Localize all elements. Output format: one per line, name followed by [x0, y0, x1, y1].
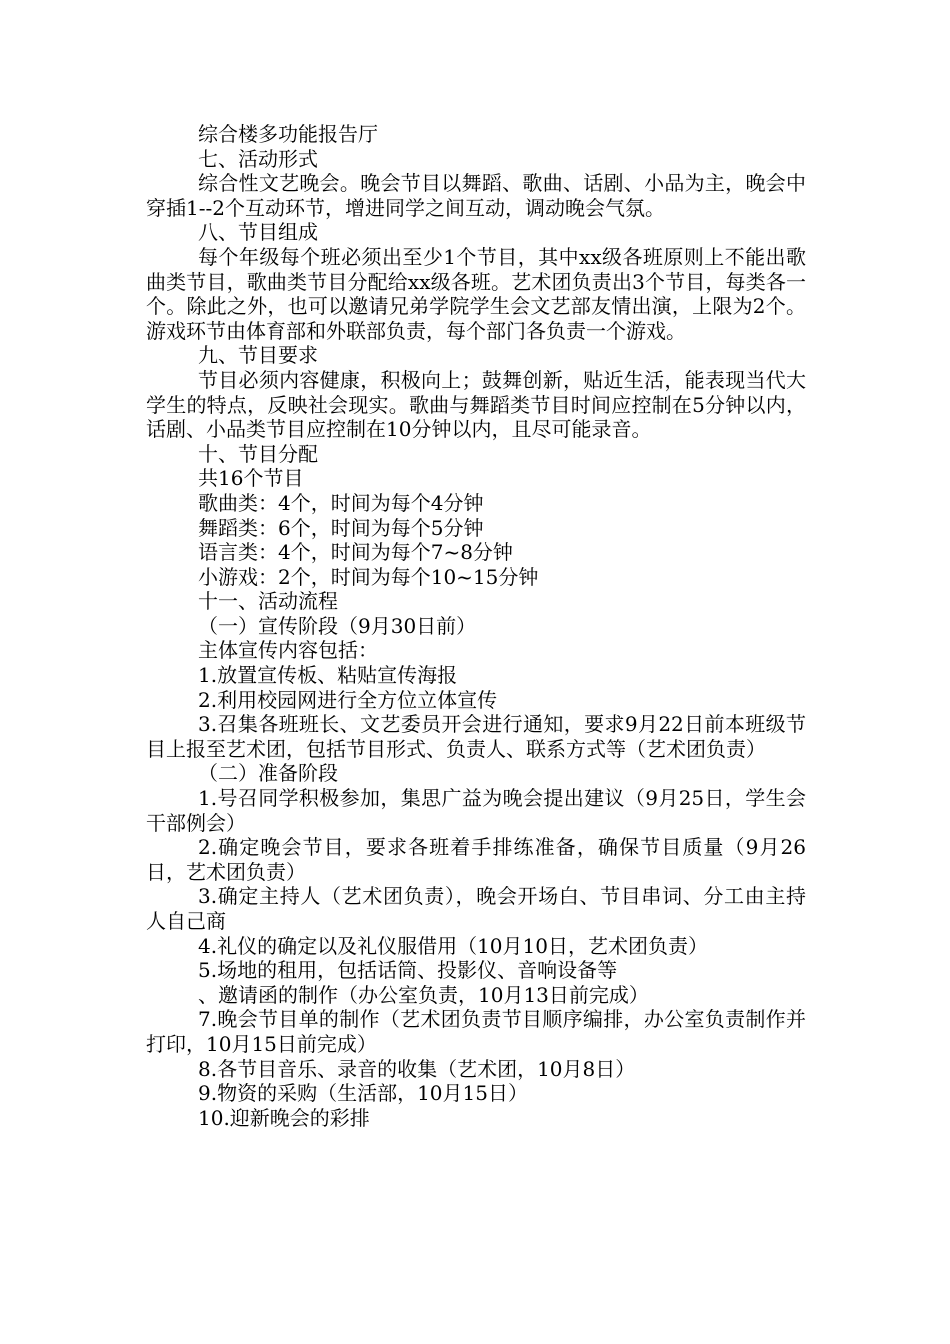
list-item-prep-10: 10.迎新晚会的彩排: [198, 1105, 370, 1130]
list-item-prep-3: 3.确定主持人（艺术团负责），晚会开场白、节目串词、分工由主持人自己商: [146, 884, 806, 933]
paragraph-program-requirements: 节目必须内容健康，积极向上；鼓舞创新，贴近生活，能表现当代大学生的特点，反映社会现实。歌曲与舞蹈类节目时间应控制在5分钟以内，话剧、小品类节目应控制在10分钟以内，且尽可能录音。: [146, 367, 806, 442]
heading-program-requirements: 九、节目要求: [198, 343, 318, 368]
subheading-publicity-stage: （一）宣传阶段（9月30日前）: [198, 613, 477, 638]
list-item-prep-7: 7.晚会节目单的制作（艺术团负责节目顺序编排，办公室负责制作并打印，10月15日前完成）: [146, 1007, 806, 1056]
list-item-prep-6: 、邀请函的制作（办公室负责，10月13日前完成）: [198, 982, 649, 1007]
heading-activity-process: 十一、活动流程: [198, 589, 338, 614]
paragraph-activity-form: 综合性文艺晚会。晚会节目以舞蹈、歌曲、话剧、小品为主，晚会中穿插1--2个互动环节，增进同学之间互动，调动晚会气氛。: [146, 171, 806, 220]
heading-program-composition: 八、节目组成: [198, 220, 318, 245]
document-body: [146, 122, 806, 1130]
list-item-language: 语言类：4个，时间为每个7~8分钟: [198, 540, 513, 565]
list-item-songs: 歌曲类：4个，时间为每个4分钟: [198, 490, 484, 515]
list-item-games: 小游戏：2个，时间为每个10~15分钟: [198, 564, 539, 589]
subheading-preparation-stage: （二）准备阶段: [198, 761, 338, 786]
paragraph-program-composition: 每个年级每个班必须出至少1个节目，其中xx级各班原则上不能出歌曲类节目，歌曲类节目分配给xx级各班。艺术团负责出3个节目，每类各一个。除此之外，也可以邀请兄弟学院学生会文艺部友情出演，上限为2个。游戏环节由体育部和外联部负责，每个部门各负责一个游戏。: [146, 244, 806, 343]
list-item-prep-4: 4.礼仪的确定以及礼仪服借用（10月10日，艺术团负责）: [198, 933, 708, 958]
list-item-prep-5: 5.场地的租用，包括话筒、投影仪、音响设备等: [198, 958, 618, 983]
heading-activity-form: 七、活动形式: [198, 146, 318, 171]
list-item-publicity-2: 2.利用校园网进行全方位立体宣传: [198, 687, 498, 712]
list-item-prep-8: 8.各节目音乐、录音的收集（艺术团，10月8日）: [198, 1056, 636, 1081]
list-item-publicity-3: 3.召集各班班长、文艺委员开会进行通知，要求9月22日前本班级节目上报至艺术团，包括节目形式、负责人、联系方式等（艺术团负责）: [146, 712, 806, 761]
paragraph-venue: 综合楼多功能报告厅: [198, 122, 378, 146]
list-item-total-programs: 共16个节目: [198, 466, 304, 491]
list-item-publicity-1: 1.放置宣传板、粘贴宣传海报: [198, 663, 458, 688]
heading-program-allocation: 十、节目分配: [198, 441, 318, 466]
list-item-prep-1: 1.号召同学积极参加，集思广益为晚会提出建议（9月25日，学生会干部例会）: [146, 786, 806, 835]
list-item-prep-9: 9.物资的采购（生活部，10月15日）: [198, 1081, 528, 1106]
list-item-dances: 舞蹈类：6个，时间为每个5分钟: [198, 515, 484, 540]
list-item-prep-2: 2.确定晚会节目，要求各班着手排练准备，确保节目质量（9月26日，艺术团负责）: [146, 835, 806, 884]
paragraph-publicity-intro: 主体宣传内容包括：: [198, 638, 378, 663]
